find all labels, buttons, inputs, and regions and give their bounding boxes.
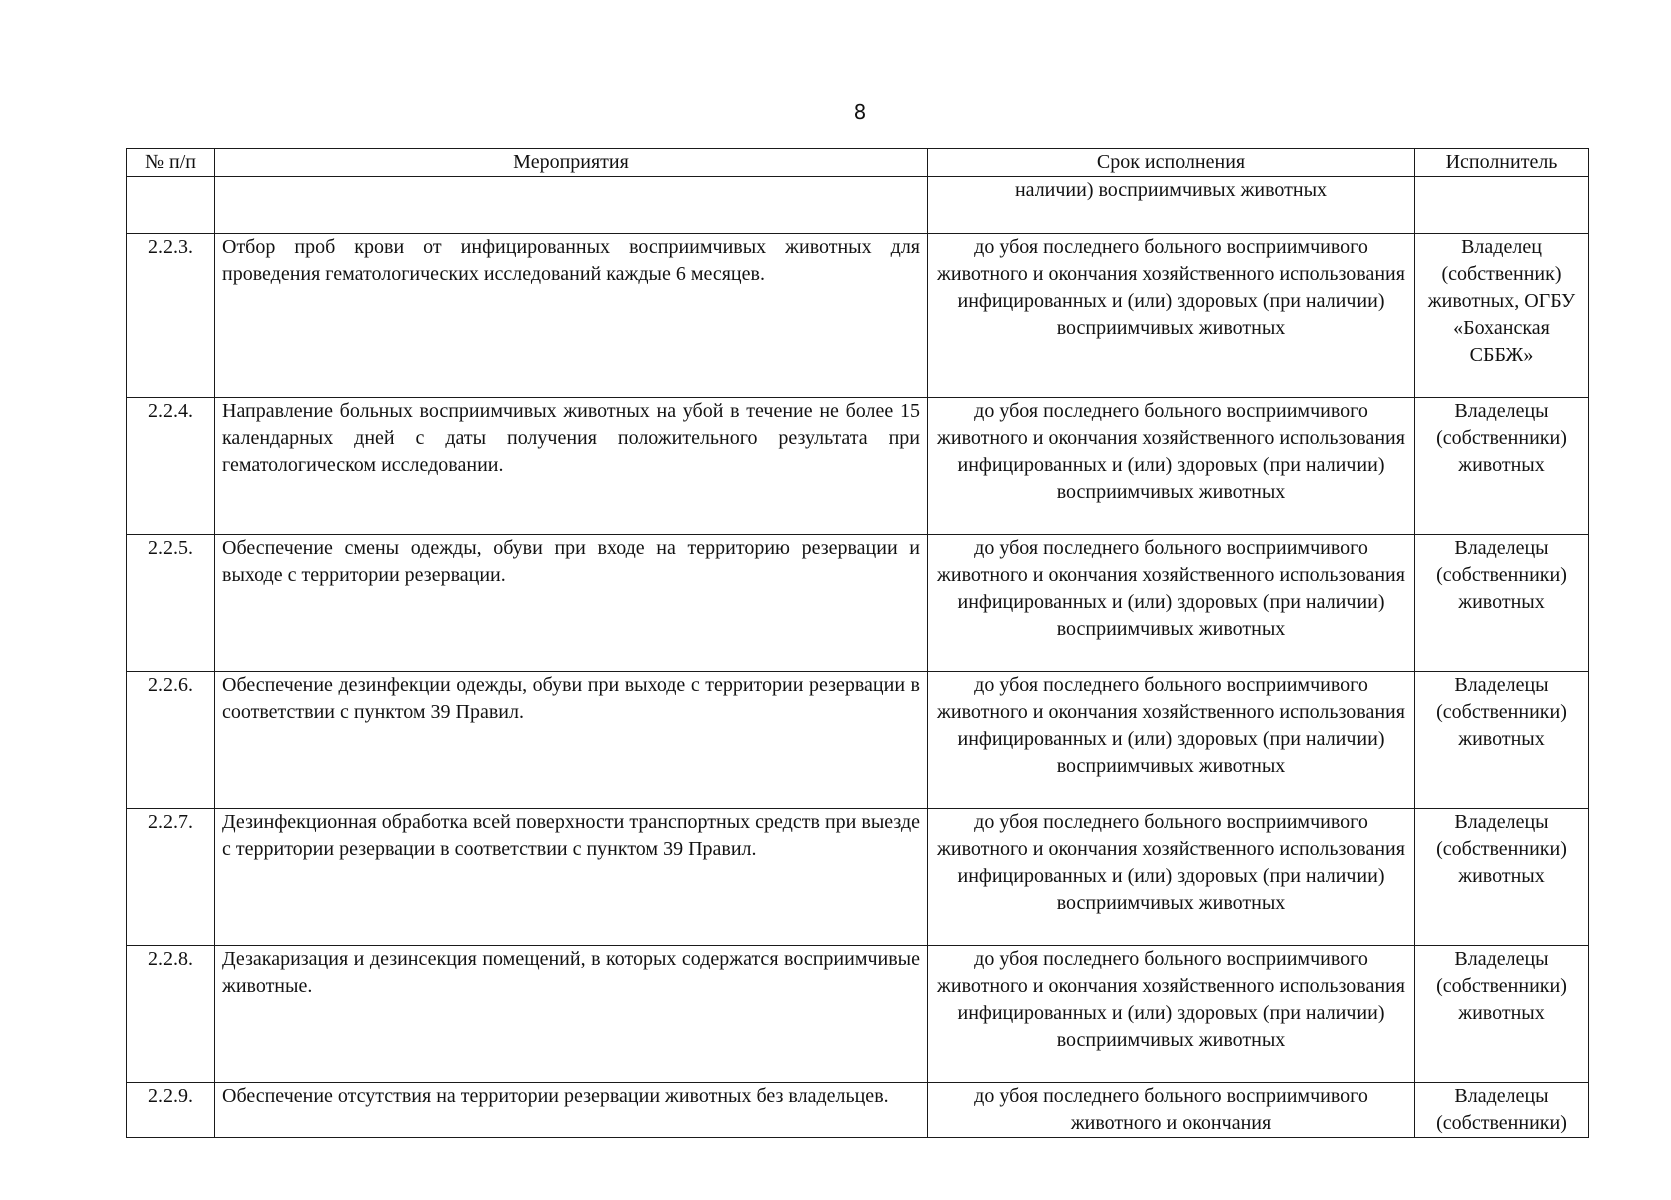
- header-term: Срок исполнения: [928, 149, 1415, 177]
- table-row: [127, 809, 1589, 946]
- row-term: до убоя последнего больного восприимчивого животного и окончания хозяйственного использования инфицированных и (или) здоровых (при наличии) восприимчивых животных: [928, 535, 1415, 672]
- row-activity: Обеспечение смены одежды, обуви при входе на территорию резервации и выходе с территории резервации.: [215, 535, 928, 672]
- header-executor: Исполнитель: [1415, 149, 1589, 177]
- row-num: 2.2.4.: [127, 398, 215, 535]
- row-activity: Дезинфекционная обработка всей поверхности транспортных средств при выезде с территории резервации в соответствии с пунктом 39 Правил.: [215, 809, 928, 946]
- table-row: [127, 535, 1589, 672]
- row-executor: [1415, 177, 1589, 234]
- row-activity: Отбор проб крови от инфицированных восприимчивых животных для проведения гематологических исследований каждые 6 месяцев.: [215, 234, 928, 398]
- row-activity: [215, 177, 928, 234]
- row-executor: Владелецы (собственники): [1415, 1083, 1589, 1138]
- row-executor: Владелецы (собственники) животных: [1415, 946, 1589, 1083]
- row-term: до убоя последнего больного восприимчивого животного и окончания хозяйственного использования инфицированных и (или) здоровых (при наличии) восприимчивых животных: [928, 398, 1415, 535]
- row-term: до убоя последнего больного восприимчивого животного и окончания: [928, 1083, 1415, 1138]
- table-row: [127, 672, 1589, 809]
- table-row: [127, 946, 1589, 1083]
- row-activity: Обеспечение отсутствия на территории резервации животных без владельцев.: [215, 1083, 928, 1138]
- page-number: 8: [853, 100, 867, 124]
- measures-table: [126, 148, 1589, 1138]
- row-num: 2.2.5.: [127, 535, 215, 672]
- table-row: [127, 1083, 1589, 1138]
- row-activity: Направление больных восприимчивых животных на убой в течение не более 15 календарных дней с даты получения положительного результата при гематологическом исследовании.: [215, 398, 928, 535]
- table-row-continuation: [127, 177, 1589, 234]
- row-term: до убоя последнего больного восприимчивого животного и окончания хозяйственного использования инфицированных и (или) здоровых (при наличии) восприимчивых животных: [928, 672, 1415, 809]
- row-executor: Владелец (собственник) животных, ОГБУ «Боханская СББЖ»: [1415, 234, 1589, 398]
- table-row: [127, 234, 1589, 398]
- row-executor: Владелецы (собственники) животных: [1415, 535, 1589, 672]
- row-num: 2.2.3.: [127, 234, 215, 398]
- row-executor: Владелецы (собственники) животных: [1415, 672, 1589, 809]
- row-num: 2.2.9.: [127, 1083, 215, 1138]
- row-num: [127, 177, 215, 234]
- header-activity: Мероприятия: [215, 149, 928, 177]
- row-term: до убоя последнего больного восприимчивого животного и окончания хозяйственного использования инфицированных и (или) здоровых (при наличии) восприимчивых животных: [928, 946, 1415, 1083]
- row-executor: Владелецы (собственники) животных: [1415, 809, 1589, 946]
- header-num: № п/п: [127, 149, 215, 177]
- table-header-row: [127, 149, 1589, 177]
- table-row: [127, 398, 1589, 535]
- row-term: наличии) восприимчивых животных: [928, 177, 1415, 234]
- row-num: 2.2.7.: [127, 809, 215, 946]
- row-term: до убоя последнего больного восприимчивого животного и окончания хозяйственного использования инфицированных и (или) здоровых (при наличии) восприимчивых животных: [928, 234, 1415, 398]
- row-activity: Дезакаризация и дезинсекция помещений, в которых содержатся восприимчивые животные.: [215, 946, 928, 1083]
- row-num: 2.2.6.: [127, 672, 215, 809]
- row-activity: Обеспечение дезинфекции одежды, обуви при выходе с территории резервации в соответствии с пунктом 39 Правил.: [215, 672, 928, 809]
- row-executor: Владелецы (собственники) животных: [1415, 398, 1589, 535]
- row-num: 2.2.8.: [127, 946, 215, 1083]
- row-term: до убоя последнего больного восприимчивого животного и окончания хозяйственного использования инфицированных и (или) здоровых (при наличии) восприимчивых животных: [928, 809, 1415, 946]
